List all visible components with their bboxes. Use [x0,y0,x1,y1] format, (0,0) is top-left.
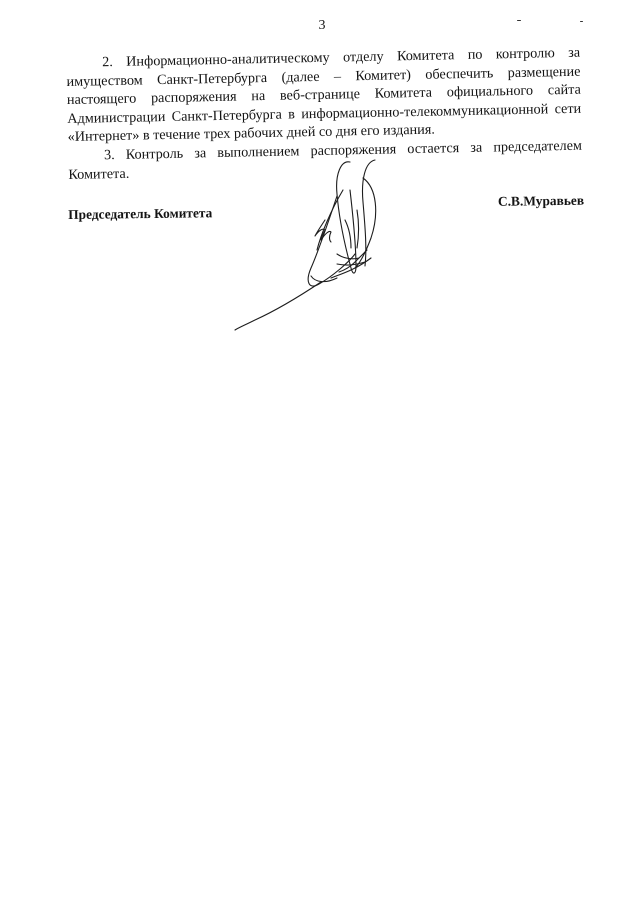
paragraph-2: 2. Информационно-аналитическому отделу Комитета по контролю за имуществом Санкт-Петербурга (далее – Комитет) обеспечить размещение настоящего распоряжения на веб-странице Комитета официального сайта Администрации Санкт-Петербурга в информационно-телекоммуникационной сети «Интернет» в течение трех рабочих дней со дня его издания. [66,44,582,146]
handwritten-signature [225,150,395,335]
signatory-title: Председатель Комитета [68,205,213,222]
signatory-name: С.В.Муравьев [497,192,585,209]
paragraph-3: 3. Контроль за выполнением распоряжения остается за председателем Комитета. [68,137,583,183]
page-number: 3 [318,18,326,33]
